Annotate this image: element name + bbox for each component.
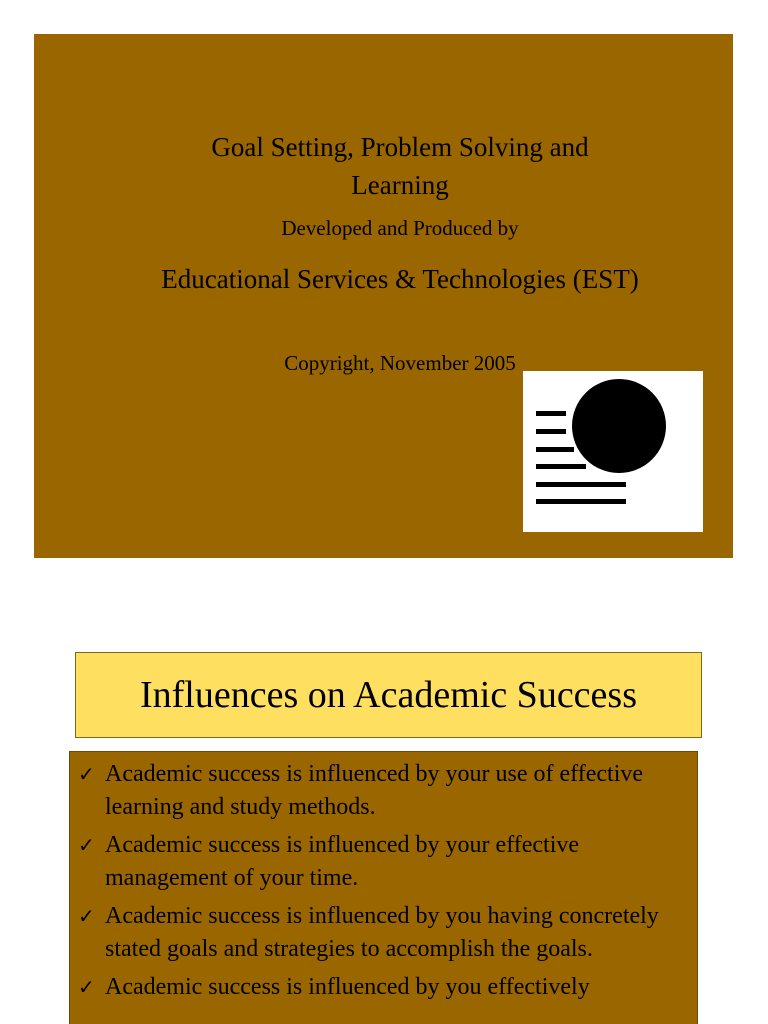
bullet-text: Academic success is influenced by your use of effective learning and study methods.	[105, 761, 644, 820]
bullet-text: Academic success is influenced by your effective management of your time.	[105, 832, 580, 891]
list-item	[78, 900, 675, 966]
checkmark-icon: ✓	[78, 833, 95, 857]
checkmark-icon: ✓	[78, 975, 95, 999]
organization-name: Educational Services & Technologies (EST)	[161, 264, 639, 294]
list-item	[78, 758, 675, 824]
checkmark-icon: ✓	[78, 762, 95, 786]
copyright-text: Copyright, November 2005	[284, 351, 516, 375]
section-title: Influences on Academic Success	[140, 674, 637, 716]
section-title-box	[75, 652, 702, 738]
bullet-panel	[69, 751, 698, 1024]
bullet-list	[70, 752, 697, 1004]
title-slide	[34, 34, 733, 558]
checkmark-icon: ✓	[78, 904, 95, 928]
document-with-circle-icon	[523, 371, 703, 532]
list-item	[78, 971, 675, 1004]
bullet-text: Academic success is influenced by you having concretely stated goals and strategies to accomplish the goals.	[105, 903, 659, 962]
developed-by-text: Developed and Produced by	[281, 216, 519, 240]
bullet-text: Academic success is influenced by you effectively	[105, 974, 590, 1000]
slide-title: Goal Setting, Problem Solving and Learning	[211, 132, 589, 200]
list-item	[78, 829, 675, 895]
